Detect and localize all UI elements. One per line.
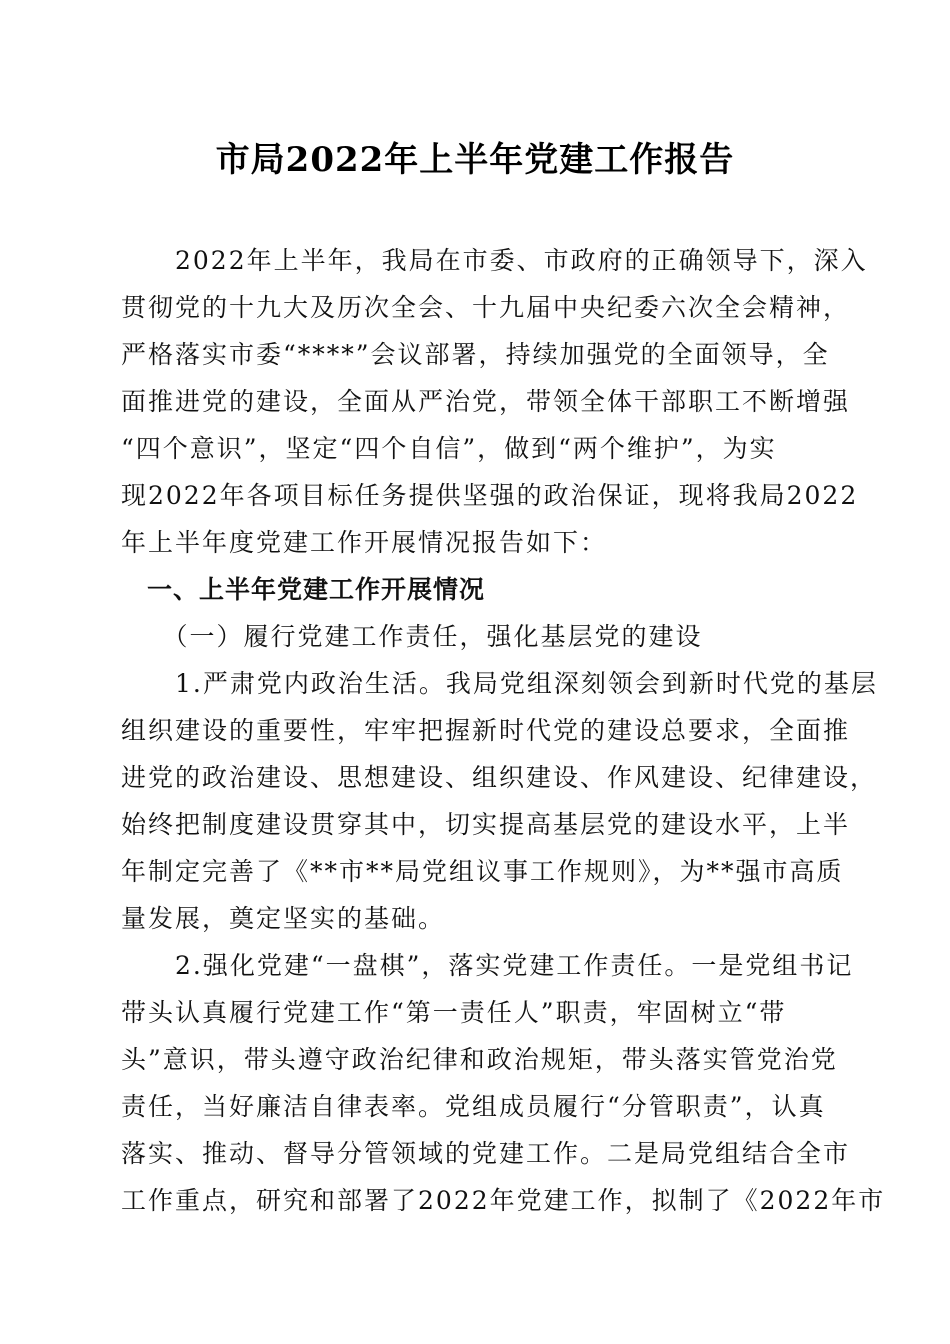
paragraph-line: 落实、推动、督导分管领域的党建工作。二是局党组结合全市 (121, 1139, 851, 1168)
paragraph-line: 头”意识，带头遵守政治纪律和政治规矩，带头落实管党治党 (121, 1045, 838, 1074)
paragraph-line: 1.严肃党内政治生活。我局党组深刻领会到新时代党的基层 (121, 669, 878, 698)
subsection-heading: （一）履行党建工作责任，强化基层党的建设 (121, 622, 703, 651)
section-heading: 一、上半年党建工作开展情况 (121, 575, 486, 604)
paragraph-line: 贯彻党的十九大及历次全会、十九届中央纪委六次全会精神， (121, 293, 851, 322)
paragraph-line: 2022年上半年，我局在市委、市政府的正确领导下，深入 (121, 246, 868, 275)
paragraph-line: 2.强化党建“一盘棋”，落实党建工作责任。一是党组书记 (121, 951, 854, 980)
paragraph-line: 年上半年度党建工作开展情况报告如下： (121, 528, 608, 557)
paragraph-line: 面推进党的建设，全面从严治党，带领全体干部职工不断增强 (121, 387, 851, 416)
paragraph-line: “四个意识”，坚定“四个自信”，做到“两个维护”，为实 (121, 434, 777, 463)
paragraph-line: 责任，当好廉洁自律表率。党组成员履行“分管职责”，认真 (121, 1092, 826, 1121)
paragraph-line: 带头认真履行党建工作“第一责任人”职责，牢固树立“带 (121, 998, 787, 1027)
paragraph-line: 现2022年各项目标任务提供坚强的政治保证，现将我局2022 (121, 481, 859, 510)
paragraph-line: 始终把制度建设贯穿其中，切实提高基层党的建设水平，上半 (121, 810, 851, 839)
paragraph-line: 进党的政治建设、思想建设、组织建设、作风建设、纪律建设， (121, 763, 878, 792)
paragraph-line: 严格落实市委“****”会议部署，持续加强党的全面领导，全 (121, 340, 830, 369)
document-title: 市局2022年上半年党建工作报告 (215, 140, 735, 180)
paragraph-line: 组织建设的重要性，牢牢把握新时代党的建设总要求，全面推 (121, 716, 851, 745)
paragraph-line: 量发展，奠定坚实的基础。 (121, 904, 446, 933)
paragraph-line: 年制定完善了《**市**局党组议事工作规则》，为**强市高质 (121, 857, 844, 886)
paragraph-line: 工作重点，研究和部署了2022年党建工作，拟制了《2022年市 (121, 1186, 886, 1215)
